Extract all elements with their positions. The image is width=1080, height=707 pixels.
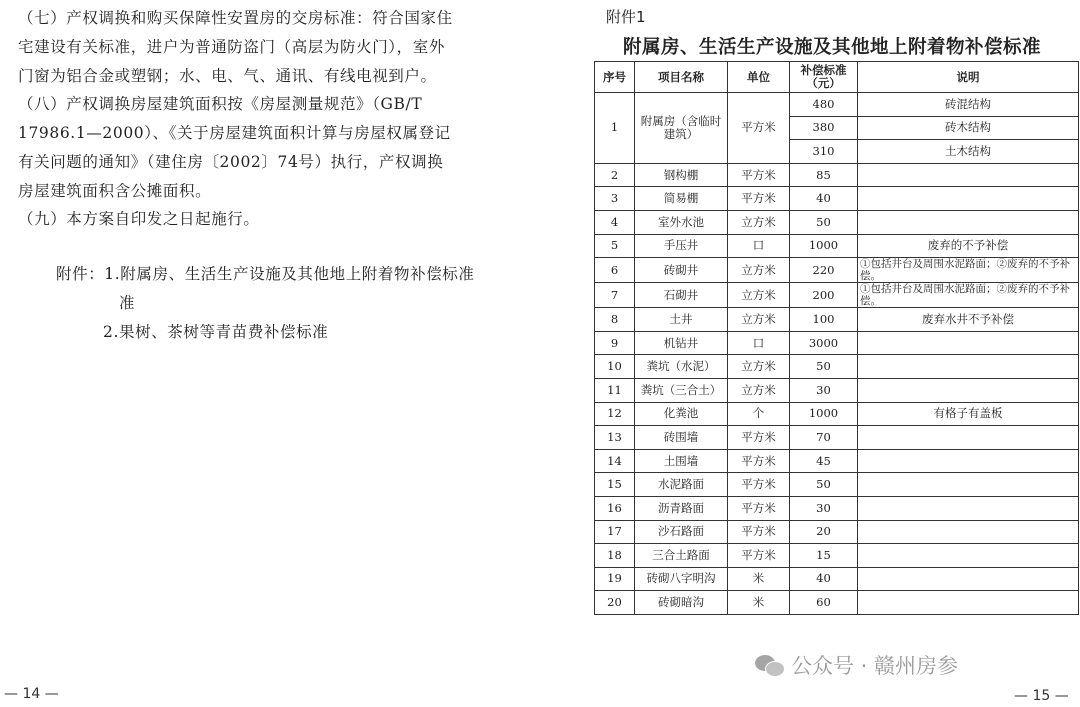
table-header-row <box>595 62 1079 93</box>
header-note: 说明 <box>858 62 1079 93</box>
cell-name: 机钻井 <box>635 331 728 355</box>
cell-name: 砖砌八字明沟 <box>635 567 728 591</box>
cell-no: 13 <box>595 426 635 450</box>
cell-no: 8 <box>595 308 635 332</box>
cell-name: 土围墙 <box>635 449 728 473</box>
cell-name: 手压井 <box>635 234 728 258</box>
cell-value: 3000 <box>790 331 858 355</box>
cell-value: 50 <box>790 210 858 234</box>
cell-value: 40 <box>790 187 858 211</box>
cell-note: 砖混结构 <box>858 93 1079 117</box>
paragraph-9: （九）本方案自印发之日起施行。 <box>18 210 260 228</box>
cell-unit: 平方米 <box>728 449 790 473</box>
cell-no: 18 <box>595 544 635 568</box>
cell-value: 30 <box>790 496 858 520</box>
table-row <box>595 496 1079 520</box>
page-number-right: — 15 — <box>1014 688 1069 704</box>
cell-name: 砖砌井 <box>635 258 728 283</box>
cell-value: 100 <box>790 308 858 332</box>
cell-unit: 立方米 <box>728 210 790 234</box>
cell-name: 沙石路面 <box>635 520 728 544</box>
cell-value: 70 <box>790 426 858 450</box>
table-row <box>595 331 1079 355</box>
cell-no: 15 <box>595 473 635 497</box>
cell-unit: 平方米 <box>728 426 790 450</box>
cell-name: 附属房（含临时建筑） <box>635 93 728 164</box>
cell-note <box>858 473 1079 497</box>
appendix-label: 附件1 <box>606 8 646 26</box>
cell-unit: 平方米 <box>728 520 790 544</box>
cell-no: 2 <box>595 163 635 187</box>
cell-unit: 平方米 <box>728 93 790 164</box>
cell-no: 12 <box>595 402 635 426</box>
cell-value: 380 <box>790 116 858 140</box>
cell-unit: 立方米 <box>728 355 790 379</box>
watermark-text: 公众号 · 赣州房参 <box>791 654 959 678</box>
cell-no: 4 <box>595 210 635 234</box>
cell-note <box>858 163 1079 187</box>
cell-note <box>858 378 1079 402</box>
cell-unit: 平方米 <box>728 544 790 568</box>
cell-unit: 平方米 <box>728 163 790 187</box>
cell-unit: 平方米 <box>728 496 790 520</box>
attachments-line2: 准 <box>119 294 136 312</box>
cell-value: 85 <box>790 163 858 187</box>
cell-value: 15 <box>790 544 858 568</box>
table-row <box>595 308 1079 332</box>
cell-unit: 平方米 <box>728 187 790 211</box>
table-row <box>595 283 1079 308</box>
cell-value: 1000 <box>790 402 858 426</box>
table-row <box>595 449 1079 473</box>
header-unit: 单位 <box>728 62 790 93</box>
wechat-icon <box>755 653 785 677</box>
cell-value: 200 <box>790 283 858 308</box>
table-row <box>595 163 1079 187</box>
cell-value: 20 <box>790 520 858 544</box>
table-row <box>595 355 1079 379</box>
table-row <box>595 234 1079 258</box>
cell-name: 粪坑（三合土） <box>635 378 728 402</box>
cell-value: 50 <box>790 355 858 379</box>
right-page <box>540 0 1080 707</box>
cell-name: 石砌井 <box>635 283 728 308</box>
cell-no: 20 <box>595 591 635 615</box>
cell-unit: 平方米 <box>728 473 790 497</box>
cell-no: 6 <box>595 258 635 283</box>
page-number-left: — 14 — <box>4 686 59 702</box>
cell-no: 11 <box>595 378 635 402</box>
table-row <box>595 258 1079 283</box>
cell-note <box>858 496 1079 520</box>
header-no: 序号 <box>595 62 635 93</box>
cell-note <box>858 591 1079 615</box>
cell-name: 水泥路面 <box>635 473 728 497</box>
cell-value: 60 <box>790 591 858 615</box>
cell-no: 1 <box>595 93 635 164</box>
table-row <box>595 567 1079 591</box>
cell-note <box>858 355 1079 379</box>
cell-no: 3 <box>595 187 635 211</box>
cell-unit: 口 <box>728 331 790 355</box>
cell-note <box>858 449 1079 473</box>
cell-name: 室外水池 <box>635 210 728 234</box>
left-page <box>0 0 520 707</box>
cell-note <box>858 520 1079 544</box>
table-row <box>595 544 1079 568</box>
cell-no: 17 <box>595 520 635 544</box>
cell-note <box>858 426 1079 450</box>
cell-name: 化粪池 <box>635 402 728 426</box>
table-row <box>595 378 1079 402</box>
cell-unit: 口 <box>728 234 790 258</box>
cell-unit: 米 <box>728 567 790 591</box>
attachments-item2: 2.果树、茶树等青苗费补偿标准 <box>103 323 329 341</box>
cell-note: 土木结构 <box>858 140 1079 164</box>
cell-name: 粪坑（水泥） <box>635 355 728 379</box>
cell-value: 45 <box>790 449 858 473</box>
table-row <box>595 473 1079 497</box>
cell-unit: 个 <box>728 402 790 426</box>
table-row <box>595 426 1079 450</box>
cell-name: 钢构棚 <box>635 163 728 187</box>
header-value: 补偿标准（元） <box>790 62 858 93</box>
cell-no: 9 <box>595 331 635 355</box>
table-row <box>595 520 1079 544</box>
table-row <box>595 210 1079 234</box>
cell-note <box>858 210 1079 234</box>
cell-unit: 立方米 <box>728 308 790 332</box>
cell-note: 有格子有盖板 <box>858 402 1079 426</box>
cell-name: 简易棚 <box>635 187 728 211</box>
cell-note: 砖木结构 <box>858 116 1079 140</box>
cell-no: 10 <box>595 355 635 379</box>
cell-name: 砖围墙 <box>635 426 728 450</box>
cell-no: 19 <box>595 567 635 591</box>
cell-no: 14 <box>595 449 635 473</box>
cell-value: 220 <box>790 258 858 283</box>
cell-note <box>858 187 1079 211</box>
cell-note: 废弃的不予补偿 <box>858 234 1079 258</box>
cell-no: 7 <box>595 283 635 308</box>
cell-note <box>858 544 1079 568</box>
cell-note <box>858 567 1079 591</box>
cell-no: 16 <box>595 496 635 520</box>
table-row <box>595 591 1079 615</box>
cell-name: 三合土路面 <box>635 544 728 568</box>
attachments-line1: 附件：1.附属房、生活生产设施及其他地上附着物补偿标准 <box>56 265 475 283</box>
table-title: 附属房、生活生产设施及其他地上附着物补偿标准 <box>623 37 1042 58</box>
table-row <box>595 402 1079 426</box>
cell-note <box>858 331 1079 355</box>
cell-unit: 立方米 <box>728 283 790 308</box>
table-row <box>595 187 1079 211</box>
header-name: 项目名称 <box>635 62 728 93</box>
cell-value: 1000 <box>790 234 858 258</box>
cell-note: 废弃水井不予补偿 <box>858 308 1079 332</box>
cell-note: ①包括井台及周围水泥路面；②废弃的不予补偿。 <box>858 258 1079 283</box>
paragraph-8: （八）产权调换房屋建筑面积按《房屋测量规范》（GB/T 17986.1—2000）、《关于房屋建筑面积计算与房屋权属登记有关问题的通知》（建住房〔2002〕74号）执行，产权调换房屋建筑面积含公摊面积。 <box>18 95 451 200</box>
cell-value: 40 <box>790 567 858 591</box>
cell-value: 50 <box>790 473 858 497</box>
cell-value: 310 <box>790 140 858 164</box>
cell-value: 30 <box>790 378 858 402</box>
watermark <box>755 650 958 680</box>
cell-no: 5 <box>595 234 635 258</box>
cell-name: 沥青路面 <box>635 496 728 520</box>
paragraph-7: （七）产权调换和购买保障性安置房的交房标准：符合国家住宅建设有关标准，进户为普通防盗门（高层为防火门），室外门窗为铝合金或塑钢；水、电、气、通讯、有线电视到户。 <box>18 9 453 85</box>
compensation-table <box>594 61 1079 615</box>
table-row <box>595 93 1079 117</box>
cell-unit: 立方米 <box>728 378 790 402</box>
cell-name: 土井 <box>635 308 728 332</box>
cell-note: ①包括井台及周围水泥路面；②废弃的不予补偿。 <box>858 283 1079 308</box>
cell-value: 480 <box>790 93 858 117</box>
cell-unit: 米 <box>728 591 790 615</box>
cell-unit: 立方米 <box>728 258 790 283</box>
cell-name: 砖砌暗沟 <box>635 591 728 615</box>
